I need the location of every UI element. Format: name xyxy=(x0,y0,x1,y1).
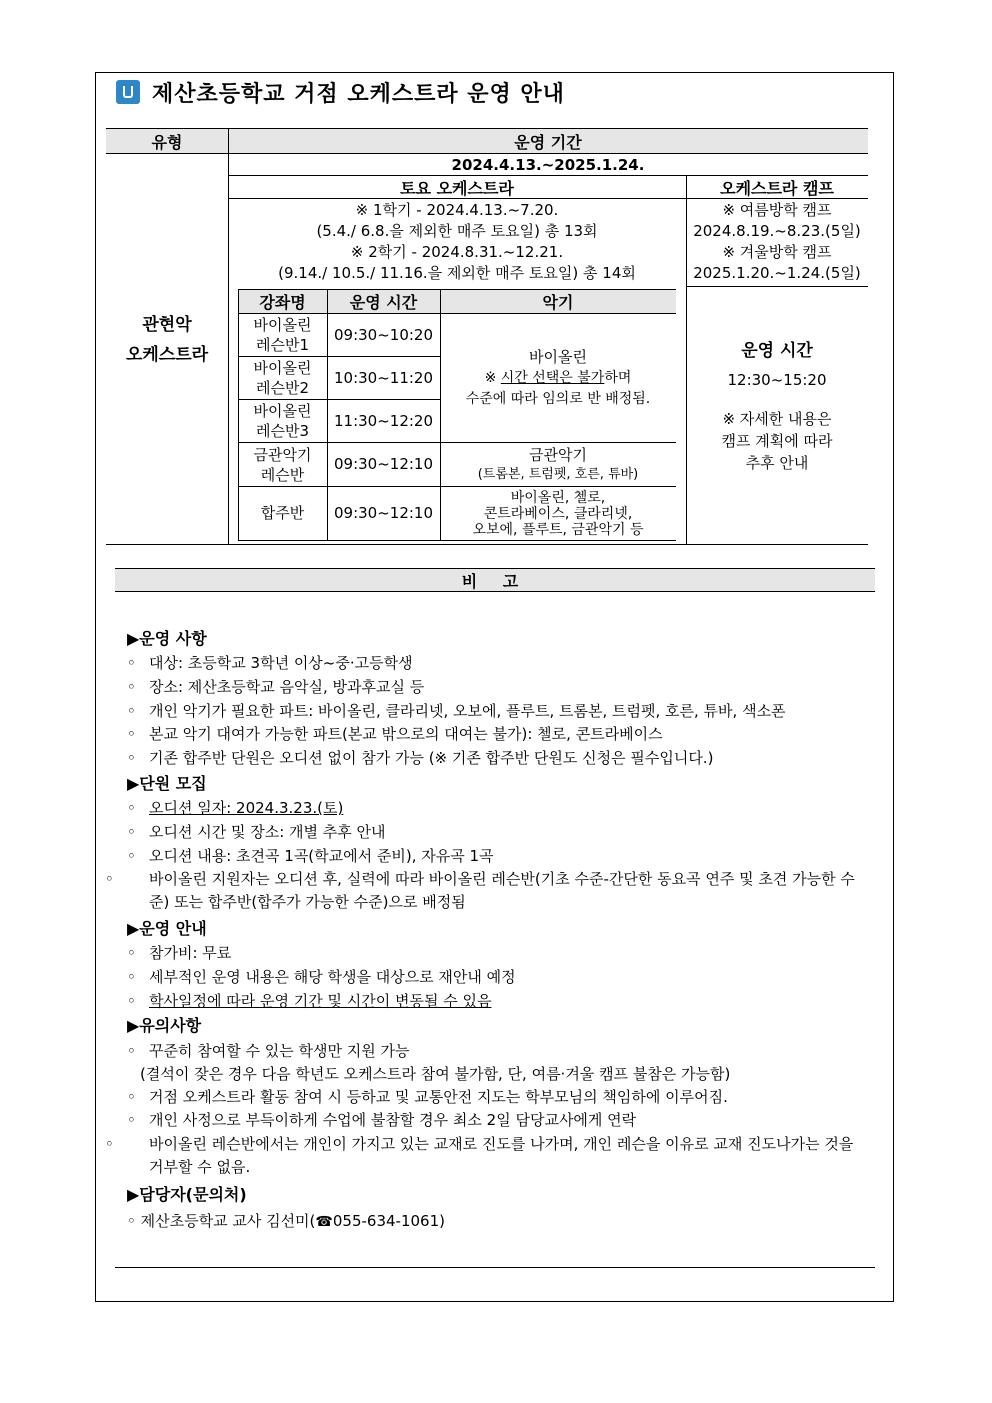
class-row-5-time: 09:30~12:10 xyxy=(333,504,434,522)
inner-header-name: 강좌명 xyxy=(238,290,327,313)
remarks-header: 비 고 xyxy=(115,568,875,592)
class-row-5-name: 합주반 xyxy=(260,504,305,522)
camp-schedule xyxy=(686,199,868,285)
list-item: ◦ 장소: 제산초등학교 음악실, 방과후교실 등 xyxy=(127,678,425,696)
class-row-4-name: 금관악기 레슨반 xyxy=(253,445,312,484)
phone-icon: ☎ xyxy=(315,1214,333,1230)
list-item: ◦ 오디션 일자: 2024.3.23.(토) xyxy=(127,799,344,817)
violin-instrument-note-2: 수준에 따라 임의로 반 배정됨. xyxy=(465,390,651,407)
list-item: ◦ 꾸준히 참여할 수 있는 학생만 지원 가능 xyxy=(127,1042,410,1060)
class-row-3-time: 11:30~12:20 xyxy=(333,411,434,430)
list-item: ◦ 거점 오케스트라 활동 참여 시 등하교 및 교통안전 지도는 학부모님의 책임하에 이루어짐. xyxy=(127,1088,728,1106)
violin-instrument-cell xyxy=(440,314,676,442)
list-item: ◦ 바이올린 레슨반에서는 개인이 가지고 있는 교재로 진도를 나가며, 개인 레슨을 이유로 교재 진도나가는 것을 거부할 수 없음. xyxy=(105,1135,854,1176)
document-title: 제산초등학교 거점 오케스트라 운영 안내 xyxy=(152,80,565,107)
list-item: ◦ 본교 악기 대여가 가능한 파트(본교 밖으로의 대여는 불가): 첼로, 콘트라베이스 xyxy=(127,725,663,743)
saturday-line-2: (5.4./ 6.8.을 제외한 매주 토요일) 총 13회 xyxy=(316,222,598,240)
orchestra-type xyxy=(106,300,228,380)
list-item: ◦ 참가비: 무료 xyxy=(127,944,232,962)
camp-time-label: 운영 시간 xyxy=(741,341,813,361)
full-period: 2024.4.13.~2025.1.24. xyxy=(451,155,645,174)
camp-note-1: ※ 자세한 내용은 xyxy=(722,410,832,428)
header-type: 유형 xyxy=(106,129,228,153)
section-contact-title: ▶담당자(문의처) xyxy=(127,1185,247,1204)
camp-line-1: ※ 여름방학 캠프 xyxy=(722,201,832,219)
ensemble-instrument-cell: 바이올린, 첼로, 콘트라베이스, 클라리넷, 오보에, 플루트, 금관악기 등 xyxy=(472,489,644,538)
brass-instrument-cell: 금관악기 (트롬본, 트럼펫, 호른, 튜바) xyxy=(477,445,639,482)
camp-line-4: 2025.1.20.~1.24.(5일) xyxy=(693,264,861,282)
camp-note-3: 추후 안내 xyxy=(745,454,809,472)
camp-line-2: 2024.8.19.~8.23.(5일) xyxy=(693,222,861,240)
section-recruit-title: ▶단원 모집 xyxy=(127,774,207,793)
list-item: ◦ 개인 사정으로 부득이하게 수업에 불참할 경우 최소 2일 담당교사에게 연락 xyxy=(127,1111,637,1129)
list-item: ◦ 기존 합주반 단원은 오디션 없이 참가 가능 (※ 기존 합주반 단원도 신청은 필수입니다.) xyxy=(127,749,714,767)
type-line-2: 오케스트라 xyxy=(125,345,209,365)
list-item: ◦ 개인 악기가 필요한 파트: 바이올린, 클라리넷, 오보에, 플루트, 트롬본, 트럼펫, 호른, 튜바, 색소폰 xyxy=(127,702,786,720)
class-row-1-time: 09:30~10:20 xyxy=(333,325,434,344)
camp-time-value: 12:30~15:20 xyxy=(727,371,827,389)
saturday-line-1: ※ 1학기 - 2024.4.13.~7.20. xyxy=(355,201,559,219)
saturday-line-4: (9.14./ 10.5./ 11.16.을 제외한 매주 토요일) 총 14회 xyxy=(278,264,636,282)
type-line-1: 관현악 xyxy=(142,315,192,335)
list-item: (결석이 잦은 경우 다음 학년도 오케스트라 참여 불가함, 단, 여름·겨울 캠프 불참은 가능함) xyxy=(140,1065,731,1083)
contact-phone: 055-634-1061 xyxy=(332,1212,440,1230)
list-item: ◦ 학사일정에 따라 운영 기간 및 시간이 변동될 수 있음 xyxy=(127,992,492,1010)
list-item: ◦ 바이올린 지원자는 오디션 후, 실력에 따라 바이올린 레슨반(기초 수준-간단한 동요곡 연주 및 초견 가능한 수준) 또는 합주반(합주가 가능한 수준)으로 배정됨 xyxy=(105,870,855,911)
document-title-row xyxy=(116,76,565,108)
camp-note-2: 캠프 계획에 따라 xyxy=(721,432,833,450)
list-item: ◦ 대상: 초등학교 3학년 이상~중·고등학생 xyxy=(127,654,413,672)
camp-line-3: ※ 겨울방학 캠프 xyxy=(722,243,832,261)
accessibility-icon xyxy=(116,80,140,104)
section-notes-title: ▶유의사항 xyxy=(127,1016,202,1035)
list-item: ◦ 오디션 내용: 초견곡 1곡(학교에서 준비), 자유곡 1곡 xyxy=(127,847,494,865)
list-item: ◦ 세부적인 운영 내용은 해당 학생을 대상으로 재안내 예정 xyxy=(127,968,516,986)
class-row-3-name: 바이올린 레슨반3 xyxy=(253,402,312,440)
class-row-2-name: 바이올린 레슨반2 xyxy=(253,359,312,397)
camp-header: 오케스트라 캠프 xyxy=(720,178,834,198)
inner-header-instrument: 악기 xyxy=(440,290,676,313)
class-row-4-time: 09:30~12:10 xyxy=(333,455,434,473)
class-row-1-name: 바이올린 레슨반1 xyxy=(253,316,312,354)
section-guide-title: ▶운영 안내 xyxy=(127,919,207,938)
bottom-divider xyxy=(115,1267,875,1268)
saturday-schedule xyxy=(228,199,686,285)
class-row-2-time: 10:30~11:20 xyxy=(333,368,434,387)
section-operation-title: ▶운영 사항 xyxy=(127,629,207,648)
inner-header-time: 운영 시간 xyxy=(327,290,440,313)
violin-instrument-title: 바이올린 xyxy=(529,347,587,366)
list-item: ◦ 오디션 시간 및 장소: 개별 추후 안내 xyxy=(127,823,386,841)
header-period: 운영 기간 xyxy=(228,129,868,153)
saturday-line-3: ※ 2학기 - 2024.8.31.~12.21. xyxy=(350,243,564,261)
saturday-header: 토요 오케스트라 xyxy=(400,178,514,198)
camp-time-cell xyxy=(686,330,868,480)
contact-line: ◦ 제산초등학교 교사 김선미(☎055-634-1061) xyxy=(127,1212,445,1230)
violin-instrument-note: ※ 시간 선택은 불가하며 xyxy=(484,369,632,386)
